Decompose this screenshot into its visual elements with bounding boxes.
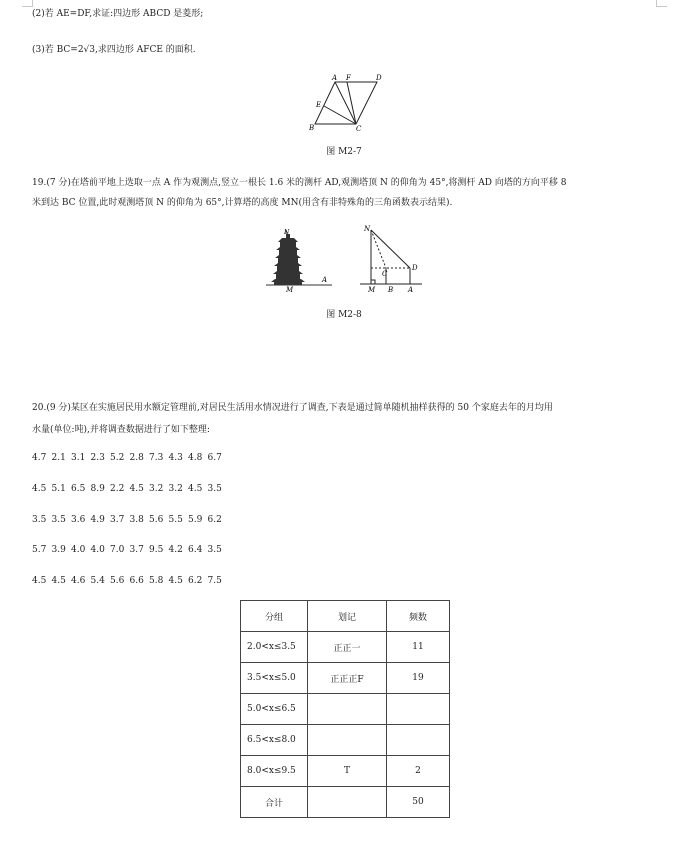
fig8a-label-a: A: [322, 276, 328, 284]
table-cell-group: 8.0<x≤9.5: [241, 756, 308, 787]
figure-m2-8-diagram: [358, 224, 428, 296]
data-value: 6.4: [188, 545, 203, 555]
table-cell-tally: T: [308, 756, 387, 787]
data-value: 4.5: [168, 576, 183, 586]
fig7-label-a: A: [332, 74, 338, 82]
fig7-label-f: F: [346, 74, 351, 82]
data-value: 4.6: [71, 576, 86, 586]
data-value: 7.3: [149, 453, 164, 463]
data-value: 5.6: [149, 515, 164, 525]
table-cell-frequency: 2: [387, 756, 450, 787]
table-cell-tally: 正正正F: [308, 663, 387, 694]
data-value: 5.5: [168, 515, 183, 525]
data-row: [32, 515, 227, 525]
table-cell-tally: [308, 787, 387, 818]
data-value: 5.1: [51, 484, 66, 494]
data-value: 5.9: [188, 515, 203, 525]
fig8b-label-d: D: [412, 264, 418, 272]
data-value: 4.3: [168, 453, 183, 463]
data-value: 4.2: [168, 545, 183, 555]
table-row: [241, 694, 450, 725]
fig8b-label-b: B: [388, 286, 394, 294]
data-value: 3.6: [71, 515, 86, 525]
data-value: 4.7: [32, 453, 47, 463]
data-value: 6.7: [207, 453, 222, 463]
table-cell-total-label: 合计: [241, 787, 308, 818]
crop-mark-left: [22, 0, 33, 7]
fig8b-label-m: M: [368, 286, 376, 294]
table-cell-group: 2.0<x≤3.5: [241, 632, 308, 663]
data-value: 6.2: [188, 576, 203, 586]
data-value: 4.8: [188, 453, 203, 463]
fig7-label-c: C: [356, 125, 362, 132]
data-value: 4.5: [32, 484, 47, 494]
data-value: 7.0: [110, 545, 125, 555]
crop-mark-right: [656, 0, 667, 7]
data-value: 4.9: [90, 515, 105, 525]
table-cell-tally: 正正一: [308, 632, 387, 663]
data-value: 5.7: [32, 545, 47, 555]
data-row: [32, 453, 227, 463]
data-value: 4.5: [129, 484, 144, 494]
table-cell-tally: [308, 725, 387, 756]
fig8b-label-a: A: [408, 286, 414, 294]
figure-caption-m2-7: 图 M2-7: [326, 147, 362, 157]
data-value: 3.8: [129, 515, 144, 525]
fig8b-label-c: C: [382, 270, 388, 278]
figure-m2-8-pagoda: [266, 228, 334, 294]
table-row: [241, 787, 450, 818]
q19-text-line1: 19.(7 分)在塔前平地上选取一点 A 作为观测点,竖立一根长 1.6 米的测杆 AD,观测塔顶 N 的仰角为 45°,将测杆 AD 向塔的方向平移 8: [32, 178, 567, 188]
data-value: 5.4: [90, 576, 105, 586]
data-value: 2.1: [51, 453, 66, 463]
data-value: 5.2: [110, 453, 125, 463]
fig7-label-b: B: [309, 124, 315, 132]
table-row: [241, 725, 450, 756]
data-value: 4.5: [51, 576, 66, 586]
data-value: 4.5: [32, 576, 47, 586]
data-value: 9.5: [149, 545, 164, 555]
table-row: [241, 756, 450, 787]
q20-stem: [32, 397, 658, 441]
fig8a-label-m: M: [286, 286, 294, 294]
data-value: 2.3: [90, 453, 105, 463]
data-value: 3.5: [207, 484, 222, 494]
table-row: [241, 663, 450, 694]
data-value: 3.9: [51, 545, 66, 555]
data-value: 8.9: [90, 484, 105, 494]
q20-text-line2: 水量(单位:吨),并将调查数据进行了如下整理:: [32, 425, 210, 435]
data-value: 5.8: [149, 576, 164, 586]
q19-text-line2: 米到达 BC 位置,此时观测塔顶 N 的仰角为 65°,计算塔的高度 MN(用含有非特殊角的三角函数表示结果).: [32, 198, 453, 208]
data-value: 5.6: [110, 576, 125, 586]
figure-m2-7: [300, 70, 390, 132]
figure-caption-m2-8: 图 M2-8: [326, 310, 362, 320]
fig8a-label-n: N: [284, 229, 290, 236]
data-value: 4.0: [90, 545, 105, 555]
table-header-cell: 频数: [387, 601, 450, 632]
fig8b-label-n: N: [364, 225, 371, 233]
data-value: 3.7: [129, 545, 144, 555]
q18-part2: (2)若 AE=DF,求证:四边形 ABCD 是菱形;: [32, 9, 204, 19]
data-value: 6.6: [129, 576, 144, 586]
data-row: [32, 484, 227, 494]
data-value: 6.2: [207, 515, 222, 525]
table-cell-group: 3.5<x≤5.0: [241, 663, 308, 694]
table-cell-frequency: 11: [387, 632, 450, 663]
data-value: 7.5: [207, 576, 222, 586]
data-value: 6.5: [71, 484, 86, 494]
data-value: 3.2: [149, 484, 164, 494]
table-row: [241, 632, 450, 663]
table-header-cell: 划记: [308, 601, 387, 632]
data-value: 2.8: [129, 453, 144, 463]
data-value: 2.2: [110, 484, 125, 494]
table-cell-group: 6.5<x≤8.0: [241, 725, 308, 756]
table-header-row: [241, 601, 450, 632]
data-row: [32, 576, 227, 586]
data-value: 4.0: [71, 545, 86, 555]
table-cell-frequency: 19: [387, 663, 450, 694]
frequency-table: [240, 600, 450, 818]
data-row: [32, 545, 227, 555]
table-cell-group: 5.0<x≤6.5: [241, 694, 308, 725]
table-cell-total-value: 50: [387, 787, 450, 818]
data-value: 4.5: [188, 484, 203, 494]
table-cell-frequency: [387, 694, 450, 725]
q20-text-line1: 20.(9 分)某区在实施居民用水额定管理前,对居民生活用水情况进行了调查,下表是通过简单随机抽样获得的 50 个家庭去年的月均用: [32, 403, 553, 413]
data-value: 3.5: [32, 515, 47, 525]
data-value: 3.5: [51, 515, 66, 525]
data-value: 3.5: [207, 545, 222, 555]
fig7-label-d: D: [376, 74, 382, 82]
table-cell-tally: [308, 694, 387, 725]
data-value: 3.2: [168, 484, 183, 494]
fig7-label-e: E: [316, 101, 322, 109]
table-header-cell: 分组: [241, 601, 308, 632]
data-value: 3.7: [110, 515, 125, 525]
table-cell-frequency: [387, 725, 450, 756]
data-value: 3.1: [71, 453, 86, 463]
q18-part3: (3)若 BC=2√3,求四边形 AFCE 的面积.: [32, 45, 196, 55]
